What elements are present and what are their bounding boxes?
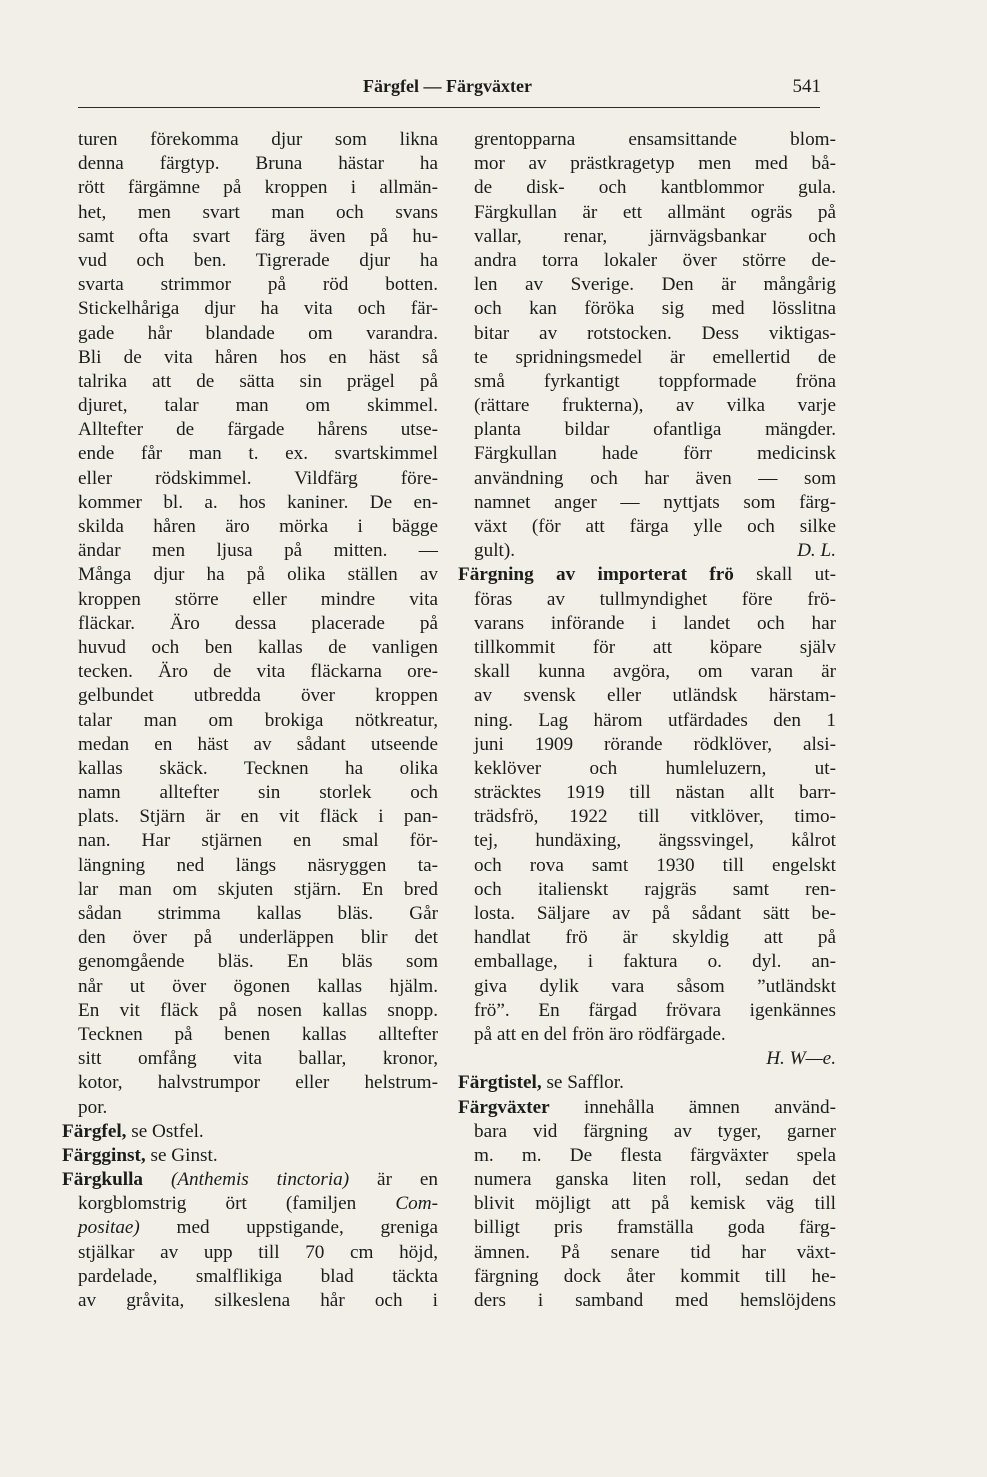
text-line: Många djur ha på olika ställen av (78, 564, 438, 586)
text-line: grentopparna ensamsittande blom- (474, 129, 836, 150)
text-line: medan en häst av sådant utseende (78, 733, 438, 755)
text-line: gelbundet utbredda över kroppen (78, 685, 438, 707)
text-line: sådan strimma kallas bläs. Går (78, 903, 438, 924)
text-line: gult). (474, 540, 516, 562)
text-line: av gråvita, silkeslena hår och i (78, 1290, 438, 1311)
text-line: ning. Lag härom utfärdades den 1 (474, 709, 836, 731)
entry-text: se Ostfel. (126, 1120, 204, 1142)
text-line: färgning dock åter kommit till he- (474, 1265, 836, 1287)
text-line: varans införande i landet och har (474, 612, 836, 634)
author-signature: D. L. (797, 540, 836, 562)
text-line: Stickelhåriga djur ha vita och fär- (78, 298, 438, 320)
text-line: den över på underläppen blir det (78, 927, 438, 949)
text-line: talrika att de sätta sin prägel på (78, 370, 438, 392)
entry-fargvaxter (458, 1096, 836, 1314)
text-line: billigt pris framställa goda färg- (474, 1217, 836, 1239)
text-line: rött färgämne på kroppen i allmän- (78, 177, 438, 199)
entry-text: se Ginst. (145, 1144, 218, 1166)
text-line: kroppen större eller mindre vita (78, 588, 438, 610)
text-line: losta. Säljare av på sådant sätt be- (474, 903, 836, 924)
entry-fargning-body (458, 588, 836, 1048)
text-line: genomgående bläs. En bläs som (78, 951, 438, 973)
text-line: vud och ben. Tigrerade djur ha (78, 249, 438, 271)
text-line: frö”. En färgad frövara igenkännes (474, 999, 836, 1021)
text-line: når ut över ögonen kallas hjälm. (78, 975, 438, 997)
text-line: djuret, talar man om skimmel. (78, 395, 438, 417)
text-line: plats. Stjärn är en vit fläck i pan- (78, 806, 438, 828)
text-line: giva dylik vara såsom ”utländskt (474, 975, 836, 997)
page-number: 541 (792, 76, 821, 97)
text-line: andra torra lokaler över större de- (474, 249, 836, 271)
text-line: skall kunna avgöra, om varan är (474, 661, 836, 683)
text-line: och kan föröka sig med lösslitna (474, 298, 836, 320)
text-line: och italienskt rajgräs samt ren- (474, 878, 836, 900)
text-line (62, 1192, 438, 1216)
entry-text: med uppstigande, greniga (139, 1217, 438, 1239)
right-column (458, 128, 836, 1313)
text-line: vallar, renar, järnvägsbankar och (474, 225, 836, 247)
latin-name: positae) (78, 1217, 140, 1239)
entry-headword: Färgväxter (458, 1096, 550, 1118)
author-signature: H. W—e. (766, 1048, 836, 1070)
text-line (458, 1096, 836, 1120)
text-line: trädsfrö, 1922 till vitklöver, timo- (474, 806, 836, 828)
text-line: användning och har även — som (474, 467, 836, 489)
text-line: blivit möjligt att på kemisk väg till (474, 1193, 836, 1215)
text-line: lar man om skjuten stjärn. En bred (78, 878, 438, 900)
text-line: nan. Har stjärnen en smal för- (78, 830, 438, 852)
text-line: på att en del frön äro rödfärgade. (474, 1023, 726, 1045)
fargkulla-continuation (458, 128, 836, 563)
text-line: handlat frö är skyldig att på (474, 927, 836, 949)
text-line: pardelade, smalflikiga blad täckta (78, 1265, 438, 1287)
text-line: Tecknen på benen kallas alltefter (78, 1023, 438, 1045)
entry-headword: Färgtistel, (458, 1072, 542, 1094)
text-line: m. m. De flesta färgväxter spela (474, 1144, 836, 1166)
entry-headword: Färgginst, (62, 1144, 146, 1166)
entry-fargkulla (62, 1168, 438, 1313)
text-line: tecken. Äro de vita fläckarna ore- (78, 661, 438, 683)
text-line: namn alltefter sin storlek och (78, 782, 438, 804)
text-line: samt ofta svart färg även på hu- (78, 225, 438, 247)
text-line (458, 563, 836, 587)
text-line: sträcktes 1919 till nästan allt barr- (474, 782, 836, 804)
entry-text: skall ut- (733, 564, 836, 586)
entry-text: är en (349, 1169, 438, 1191)
entry-headword: Färgfel, (62, 1120, 127, 1142)
text-line: föras av tullmyndighet före frö- (474, 588, 836, 610)
text-line: Alltefter de färgade hårens utse- (78, 419, 438, 441)
text-line: ändar men ljusa på mitten. — (78, 540, 438, 562)
text-line: len av Sverige. Den är mångårig (474, 274, 836, 296)
text-line: por. (78, 1096, 108, 1118)
entry-fargtistel (458, 1071, 836, 1095)
entry-headword-rest: av importerat frö (533, 564, 734, 586)
entry-text: innehålla ämnen använd- (549, 1096, 836, 1118)
left-column (62, 128, 438, 1313)
latin-name: (Anthemis tinctoria) (143, 1169, 350, 1191)
entry-text: korgblomstrig ört (familjen (78, 1193, 396, 1215)
text-line: Färgkullan hade förr medicinsk (474, 443, 836, 465)
text-line: kommer bl. a. hos kaniner. De en- (78, 491, 438, 513)
text-line: talar man om brokiga nötkreatur, (78, 709, 438, 731)
text-line: numera ganska liten roll, sedan det (474, 1169, 836, 1191)
text-line: Bli de vita håren hos en häst så (78, 346, 438, 368)
text-line: turen förekomma djur som likna (78, 129, 438, 150)
text-line: ende får man t. ex. svartskimmel (78, 443, 438, 465)
text-line: kotor, halvstrumpor eller helstrum- (78, 1072, 438, 1094)
entry-farginst (62, 1144, 438, 1168)
text-line: längning ned längs näsryggen ta- (78, 854, 438, 876)
text-line: En vit fläck på nosen kallas snopp. (78, 999, 438, 1021)
entry-fargvaxter-body (458, 1120, 836, 1314)
text-line: de disk- och kantblommor gula. (474, 177, 836, 199)
text-line: huvud och ben kallas de vanligen (78, 636, 438, 658)
text-line: tej, hundäxing, ängssvingel, kålrot (474, 830, 836, 852)
header-rule (78, 107, 820, 108)
text-line: namnet anger — nyttjats som färg- (474, 491, 836, 513)
entry-text: se Safflor. (541, 1072, 624, 1094)
text-line: sitt omfång vita ballar, kronor, (78, 1048, 438, 1070)
text-line: av svensk eller utländsk härstam- (474, 685, 836, 707)
text-line: juni 1909 rörande rödklöver, alsi- (474, 733, 836, 755)
text-line: denna färgtyp. Bruna hästar ha (78, 153, 438, 175)
text-line: ämnen. På senare tid har växt- (474, 1241, 836, 1263)
text-line: gade hår blandade om varandra. (78, 322, 438, 344)
text-line: ders i samband med hemslöjdens (474, 1290, 836, 1311)
entry-fargkulla-body (62, 1241, 438, 1314)
text-line: emballage, i faktura o. dyl. an- (474, 951, 836, 973)
text-line: bara vid färgning av tyger, garner (474, 1120, 836, 1142)
entry-fargfel (62, 1120, 438, 1144)
latin-name: Com- (395, 1193, 438, 1215)
text-line: te spridningsmedel är emellertid de (474, 346, 836, 368)
text-line: skilda håren äro mörka i bägge (78, 516, 438, 537)
entry-headword: Färgkulla (62, 1169, 144, 1191)
text-line: stjälkar av upp till 70 cm höjd, (78, 1241, 438, 1263)
text-line: mor av prästkragetyp men med bå- (474, 153, 836, 175)
text-line: kallas skäck. Tecknen ha olika (78, 757, 438, 779)
text-line: svarta strimmor på röd botten. (78, 274, 438, 296)
text-line (62, 1168, 438, 1192)
entry-fargning (458, 563, 836, 1047)
running-title: Färgfel — Färgväxter (363, 76, 532, 96)
text-line: små fyrkantigt toppformade fröna (474, 370, 836, 392)
text-line: och rova samt 1930 till engelskt (474, 854, 836, 876)
text-line: växt (för att färga ylle och silke (474, 516, 836, 537)
text-line: het, men svart man och svans (78, 201, 438, 223)
left-column-continuation (62, 128, 438, 1120)
text-line: keklöver och humleluzern, ut- (474, 757, 836, 779)
text-line (62, 1216, 438, 1240)
text-line: (rättare frukterna), av vilka varje (474, 395, 836, 417)
text-line: tillkommit för att köpare själv (474, 636, 836, 658)
text-line: eller rödskimmel. Vildfärg före- (78, 467, 438, 489)
text-line: Färgkullan är ett allmänt ogräs på (474, 201, 836, 223)
text-line: planta bildar ofantliga mängder. (474, 419, 836, 441)
entry-headword: Färgning (458, 564, 534, 586)
text-line: fläckar. Äro dessa placerade på (78, 612, 438, 634)
text-line: bitar av rotstocken. Dess viktigas- (474, 322, 836, 344)
